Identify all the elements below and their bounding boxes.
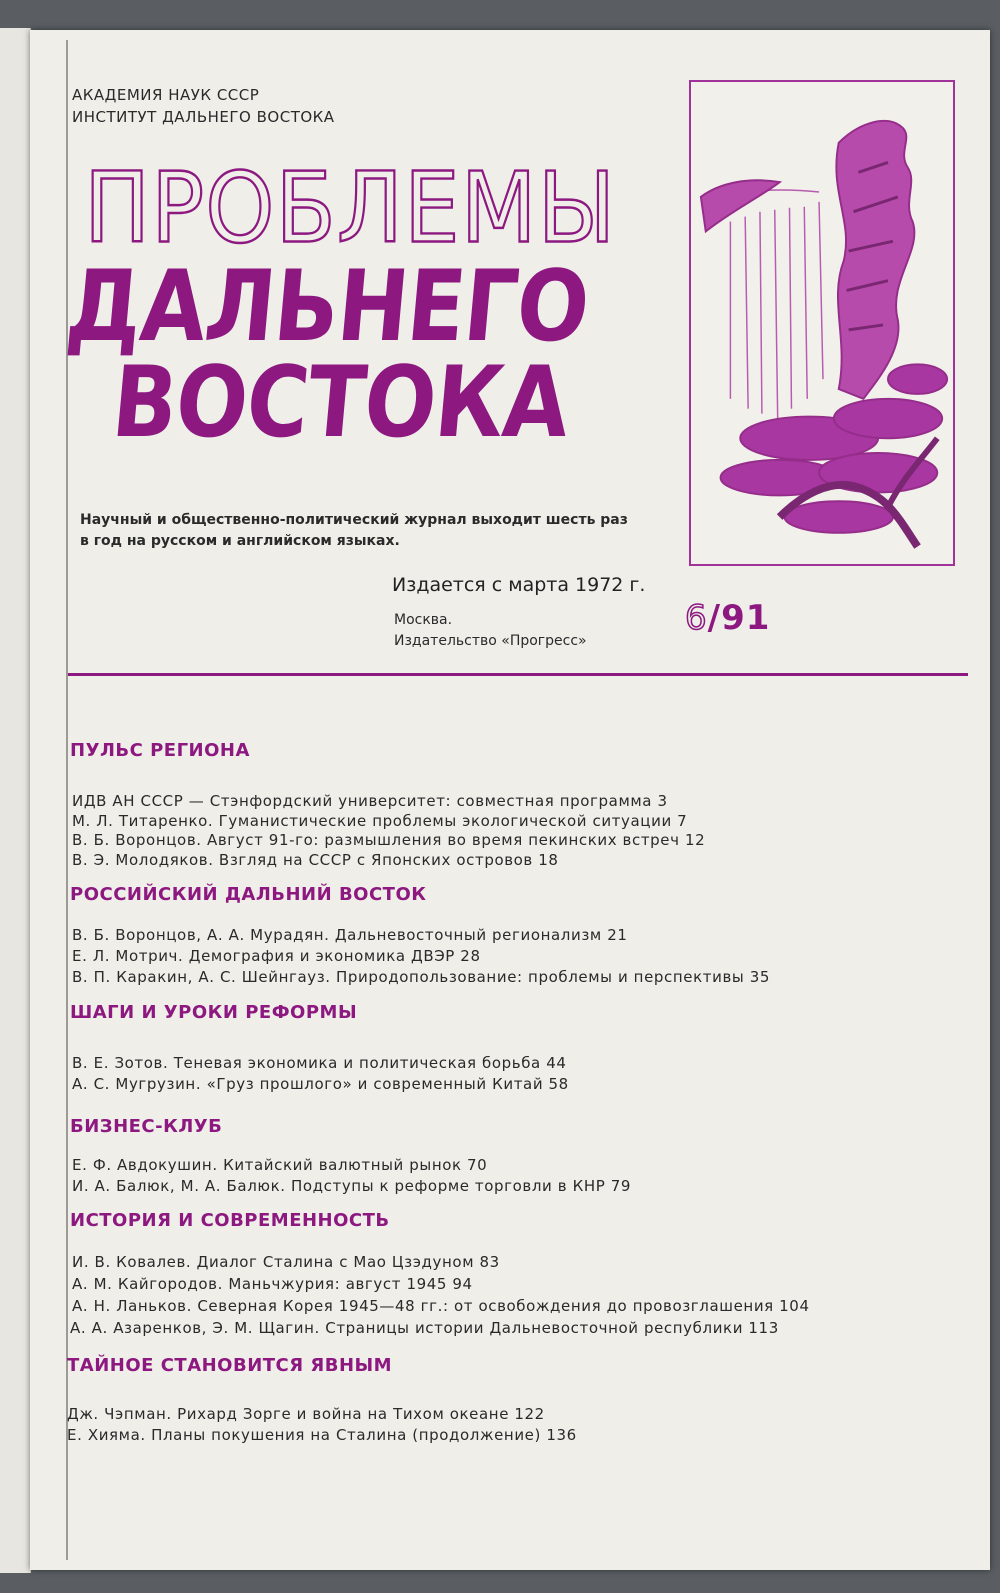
toc-entry[interactable]: М. Л. Титаренко. Гуманистические проблемы экологической ситуации 7 — [72, 811, 688, 830]
toc-entry[interactable]: В. Б. Воронцов. Август 91-го: размышления во время пекинских встреч 12 — [72, 831, 706, 849]
institute-name: ИНСТИТУТ ДАЛЬНЕГО ВОСТОКА — [72, 108, 335, 126]
masthead-line-3: ВОСТОКА — [107, 346, 573, 460]
description-line-2: в год на русском и английском языках. — [80, 533, 400, 549]
toc-entry[interactable]: В. Е. Зотов. Теневая экономика и политическая борьба 44 — [72, 1054, 567, 1072]
masthead-line-2: ДАЛЬНЕГО — [61, 250, 594, 364]
toc-entry[interactable]: Е. Хияма. Планы покушения на Сталина (продолжение) 136 — [67, 1426, 577, 1444]
section-heading: РОССИЙСКИЙ ДАЛЬНИЙ ВОСТОК — [70, 884, 427, 905]
toc-entry[interactable]: ИДВ АН СССР — Стэнфордский университет: совместная программа 3 — [72, 792, 668, 810]
cover-illustration — [689, 80, 955, 566]
section-heading: ТАЙНОЕ СТАНОВИТСЯ ЯВНЫМ — [67, 1355, 393, 1376]
toc-entry[interactable]: В. Б. Воронцов, А. А. Мурадян. Дальневосточный регионализм 21 — [72, 926, 628, 944]
toc-entry[interactable]: И. В. Ковалев. Диалог Сталина с Мао Цзэдуном 83 — [72, 1253, 500, 1271]
toc-entry[interactable]: А. С. Мугрузин. «Груз прошлого» и современный Китай 58 — [72, 1075, 569, 1093]
masthead-line-1: ПРОБЛЕМЫ — [84, 151, 617, 265]
description-line-1: Научный и общественно-политический журнал выходит шесть раз — [80, 512, 628, 528]
toc-entry[interactable]: Е. Ф. Авдокушин. Китайский валютный рынок 70 — [72, 1156, 488, 1174]
toc-entry[interactable]: А. А. Азаренков, Э. М. Щагин. Страницы истории Дальневосточной республики 113 — [70, 1319, 779, 1337]
page-binding-edge — [0, 28, 31, 1573]
academy-name: АКАДЕМИЯ НАУК СССР — [72, 86, 260, 104]
toc-entry[interactable]: И. А. Балюк, М. А. Балюк. Подступы к реформе торговли в КНР 79 — [72, 1176, 632, 1195]
toc-entry[interactable]: Дж. Чэпман. Рихард Зорге и война на Тихом океане 122 — [67, 1405, 545, 1423]
toc-entry[interactable]: А. М. Кайгородов. Маньчжурия: август 1945 94 — [72, 1275, 473, 1293]
section-heading: ПУЛЬС РЕГИОНА — [70, 740, 250, 761]
toc-entry[interactable]: А. Н. Ланьков. Северная Корея 1945—48 гг.: от освобождения до провозглашения 104 — [72, 1297, 810, 1315]
waterfall-pine-icon — [691, 82, 953, 564]
section-heading: ШАГИ И УРОКИ РЕФОРМЫ — [70, 1002, 358, 1023]
published-since: Издается с марта 1972 г. — [392, 574, 646, 596]
divider-rule — [68, 673, 968, 676]
institution-header — [72, 84, 335, 128]
toc-entry[interactable]: Е. Л. Мотрич. Демография и экономика ДВЭР 28 — [72, 947, 481, 965]
issue-year: 91 — [721, 598, 771, 638]
toc-entry[interactable]: В. Э. Молодяков. Взгляд на СССР с Японских островов 18 — [72, 850, 559, 869]
section-heading: ИСТОРИЯ И СОВРЕМЕННОСТЬ — [70, 1210, 390, 1231]
publisher-info — [394, 610, 587, 652]
issue-number — [685, 598, 770, 638]
toc-entry[interactable]: В. П. Каракин, А. С. Шейнгауз. Природопользование: проблемы и перспективы 35 — [72, 968, 770, 986]
journal-description — [80, 510, 680, 552]
issue-num: 6 — [685, 598, 708, 638]
margin-rule — [66, 40, 68, 1560]
publisher-house: Издательство «Прогресс» — [394, 633, 587, 649]
section-heading: БИЗНЕС-КЛУБ — [70, 1116, 223, 1137]
issue-separator: / — [707, 598, 722, 638]
publisher-city: Москва. — [394, 612, 453, 628]
